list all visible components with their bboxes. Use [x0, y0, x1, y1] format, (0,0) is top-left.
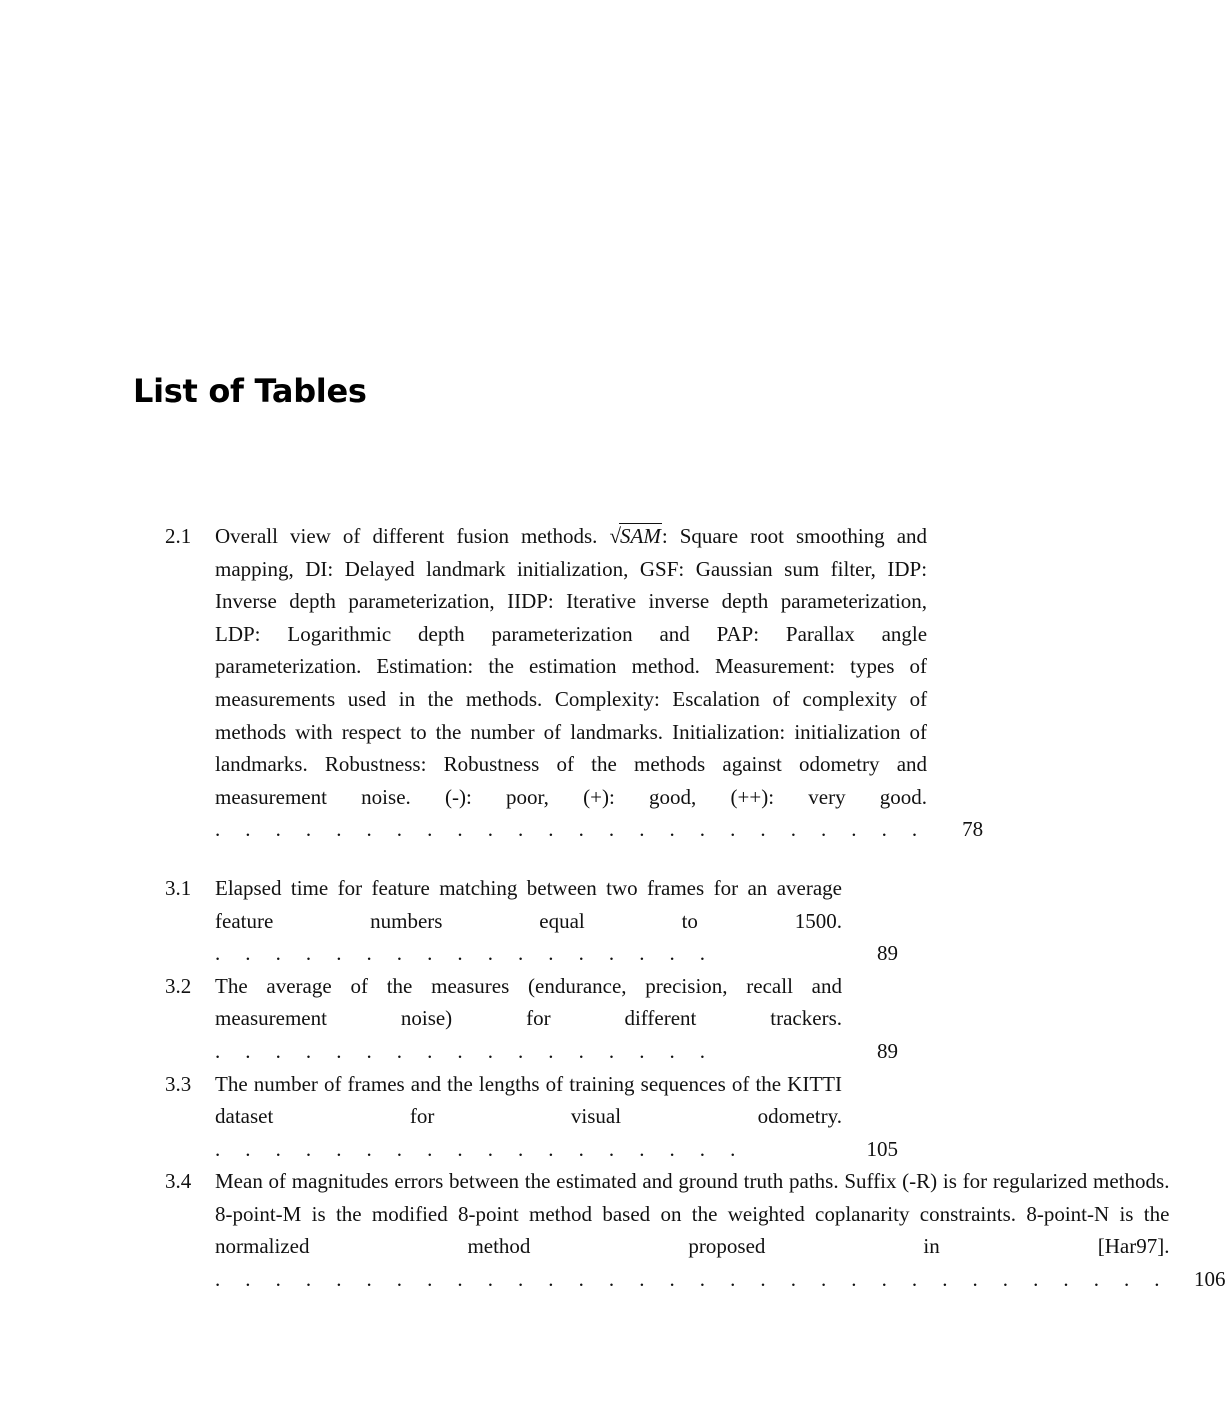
dot-leader: . . . . . . . . . . . . . . . . .	[215, 1038, 715, 1063]
entry-page-number[interactable]: 106	[1193, 1267, 1225, 1292]
sqrt-symbol: √	[609, 524, 622, 548]
entry-body	[215, 1165, 1225, 1295]
entry-number: 3.2	[165, 973, 192, 998]
entry-body	[215, 520, 983, 846]
entry-text: Elapsed time for feature matching between two frames for an average feature numbers equal to 1500.	[215, 875, 842, 933]
entry-body	[215, 872, 898, 970]
math-term-sam: SAM	[620, 524, 661, 548]
entry-page-number[interactable]: 89	[877, 1038, 898, 1063]
dot-leader: . . . . . . . . . . . . . . . . .	[215, 941, 715, 966]
dot-leader: . . . . . . . . . . . . . . . . . . . . . . . . . . . . . . . .	[215, 1267, 1170, 1292]
lot-entry-3-3[interactable]	[165, 1068, 898, 1166]
page-title: List of Tables	[133, 372, 367, 410]
entry-text: The number of frames and the lengths of training sequences of the KITTI dataset for visual odometry.	[215, 1071, 842, 1129]
lot-entry-3-2[interactable]	[165, 970, 898, 1068]
entry-page-number[interactable]: 105	[866, 1136, 898, 1161]
entry-text-post: : Square root smoothing and mapping, DI: Delayed landmark initialization, GSF: Gaussian sum filter, IDP: Inverse depth parameterization, IIDP: Iterative inverse depth parameterization, LDP: Logarithmic depth parameterization and PAP: Parallax angle parameterization. Estimation: the estimation method. Measurement: types of measurements used in the methods. Complexity: Escalation of complexity of methods with respect to the number of landmarks. Initialization: initialization of landmarks. Robustness: Robustness of the methods against odometry and measurement noise. (-): poor, (+): good, (++): very good.	[215, 524, 928, 809]
entry-text: Mean of magnitudes errors between the estimated and ground truth paths. Suffix (-R) is for regularized methods. 8-point-M is the modified 8-point method based on the weighted coplanarity constraints. 8-point-N is the normalized method proposed in [Har97].	[215, 1169, 1170, 1259]
lot-entry-3-1[interactable]	[165, 872, 898, 970]
entry-text: The average of the measures (endurance, precision, recall and measurement noise) for different trackers.	[215, 973, 842, 1031]
dot-leader: . . . . . . . . . . . . . . . . . . . . . . . .	[215, 817, 928, 842]
entry-page-number[interactable]: 78	[962, 817, 984, 842]
list-of-tables	[165, 520, 1225, 1296]
chapter-gap	[165, 846, 898, 872]
entry-body	[215, 1068, 898, 1166]
entry-number: 3.4	[165, 1169, 192, 1194]
entry-body	[215, 970, 898, 1068]
lot-entry-3-4[interactable]	[165, 1165, 1225, 1295]
entry-page-number[interactable]: 89	[877, 941, 898, 966]
dot-leader: . . . . . . . . . . . . . . . . . .	[215, 1136, 746, 1161]
entry-number: 3.3	[165, 1071, 192, 1096]
lot-entry-2-1[interactable]	[165, 520, 984, 846]
entry-number: 3.1	[165, 875, 192, 900]
entry-number: 2.1	[165, 524, 192, 548]
entry-text-pre: Overall view of different fusion methods.	[215, 524, 610, 548]
